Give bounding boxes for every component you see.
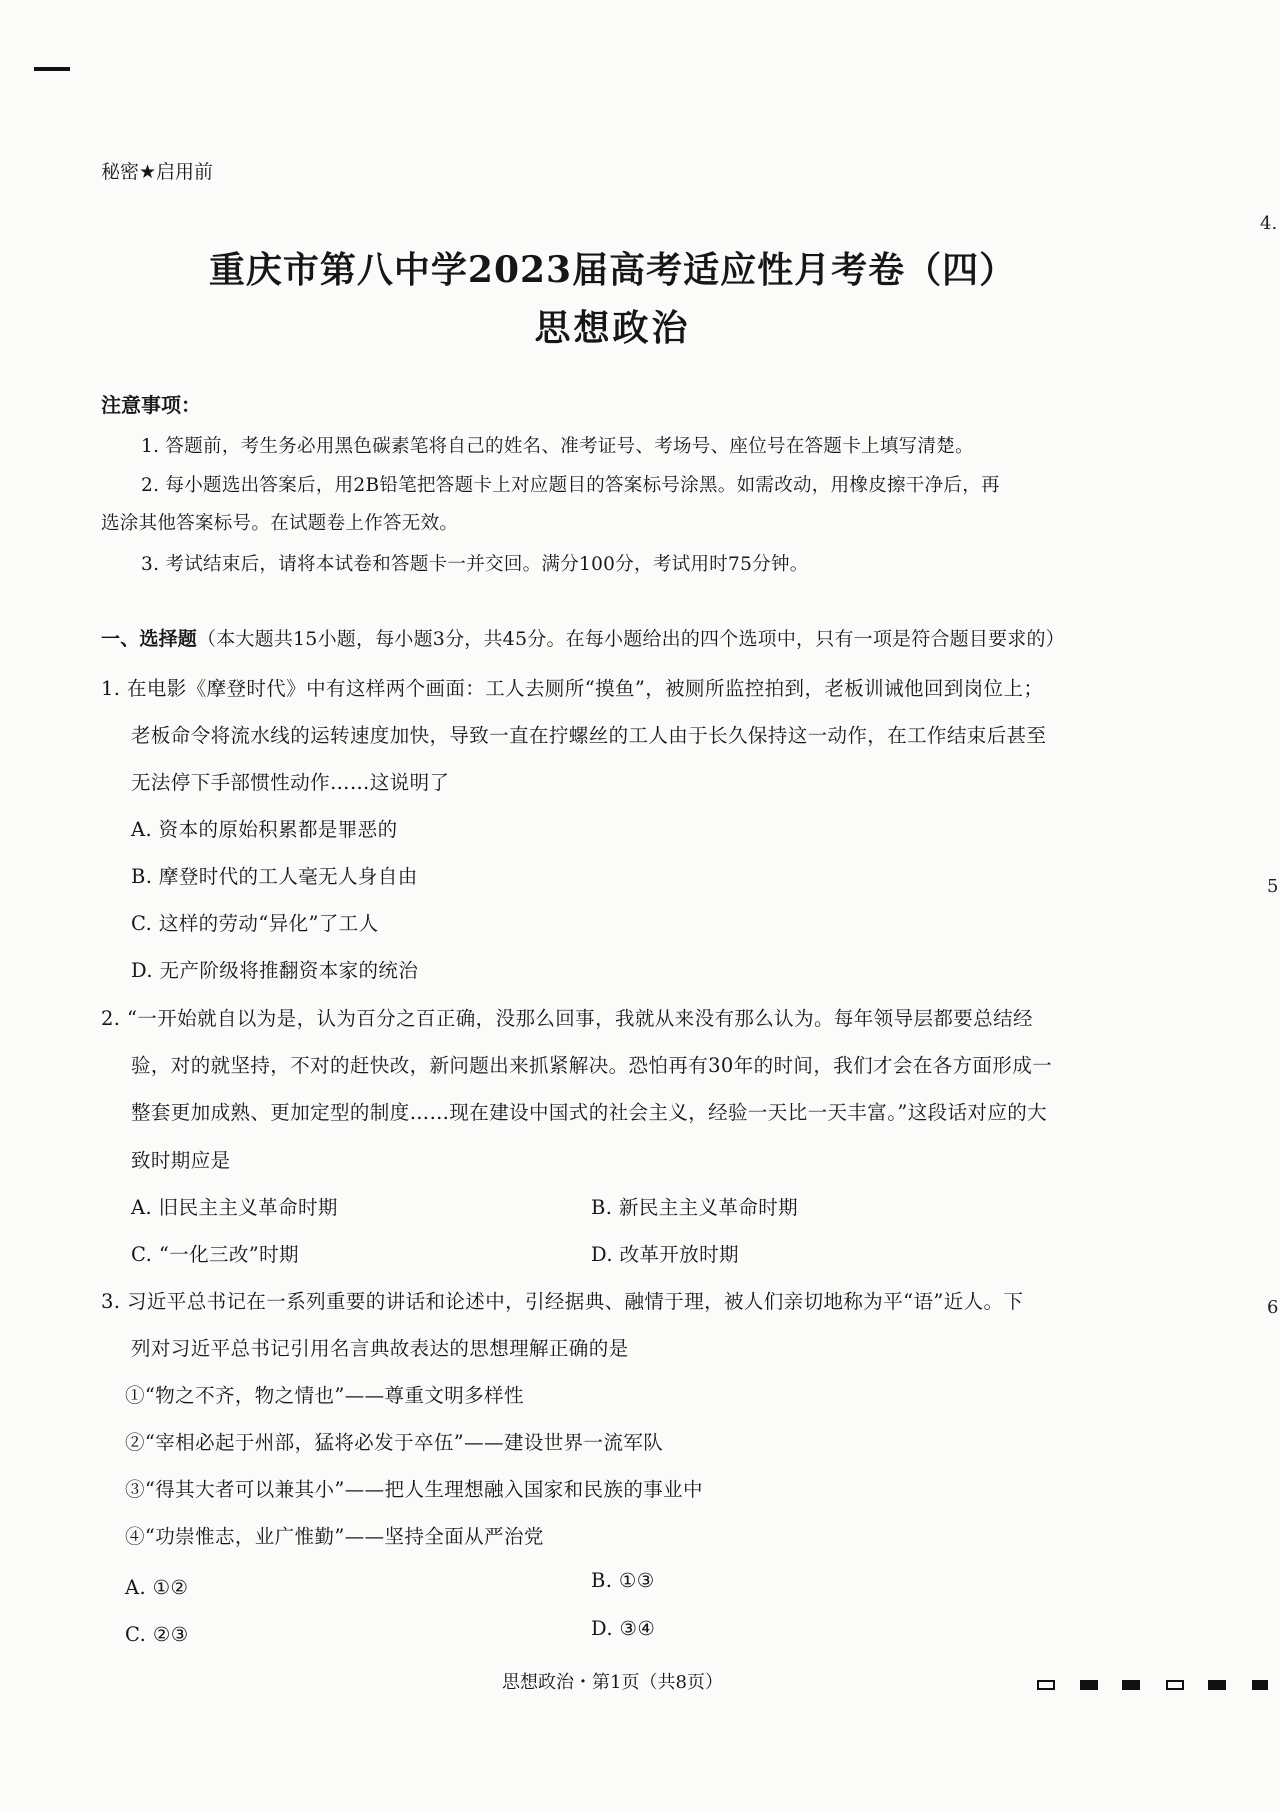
question-1-option-b: B. 摩登时代的工人毫无人身自由 <box>131 865 418 888</box>
scan-mark <box>34 67 70 71</box>
notice-item: 选涂其他答案标号。在试题卷上作答无效。 <box>101 513 459 534</box>
notice-item: 3. 考试结束后，请将本试卷和答题卡一并交回。满分100分，考试用时75分钟。 <box>141 554 809 575</box>
registration-mark <box>1122 1680 1140 1690</box>
notice-heading: 注意事项： <box>101 393 201 417</box>
question-2-line: 致时期应是 <box>131 1149 231 1172</box>
question-3-option-a: A. ①② <box>125 1576 189 1599</box>
question-3-statement-3: ③“得其大者可以兼其小”——把人生理想融入国家和民族的事业中 <box>125 1478 703 1501</box>
question-2-option-c: C. “一化三改”时期 <box>131 1243 299 1266</box>
secret-label: 秘密★启用前 <box>101 161 214 183</box>
question-1-line: 老板命令将流水线的运转速度加快，导致一直在拧螺丝的工人由于长久保持这一动作，在工作结束后甚至 <box>131 724 1047 747</box>
question-1-option-a: A. 资本的原始积累都是罪恶的 <box>131 818 398 841</box>
question-2-line: 2. “一开始就自以为是，认为百分之百正确，没那么回事，我就从来没有那么认为。每年领导层都要总结经 <box>101 1007 1033 1030</box>
question-2-option-a: A. 旧民主主义革命时期 <box>131 1196 338 1219</box>
question-2-option-d: D. 改革开放时期 <box>591 1243 739 1266</box>
registration-mark <box>1080 1680 1098 1690</box>
margin-mark: 4. <box>1260 213 1278 234</box>
exam-subject: 思想政治 <box>534 307 691 349</box>
question-3-statement-1: ①“物之不齐，物之情也”——尊重文明多样性 <box>125 1384 524 1407</box>
question-3-statement-2: ②“宰相必起于州部，猛将必发于卒伍”——建设世界一流军队 <box>125 1431 664 1454</box>
question-1-option-d: D. 无产阶级将推翻资本家的统治 <box>131 959 419 982</box>
question-2-line: 整套更加成熟、更加定型的制度……现在建设中国式的社会主义，经验一天比一天丰富。”这段话对应的大 <box>131 1101 1048 1124</box>
question-1-line: 无法停下手部惯性动作……这说明了 <box>131 771 450 794</box>
question-3-line: 列对习近平总书记引用名言典故表达的思想理解正确的是 <box>131 1337 629 1360</box>
notice-item: 2. 每小题选出答案后，用2B铅笔把答题卡上对应题目的答案标号涂黑。如需改动，用橡皮擦干净后，再 <box>141 475 1000 496</box>
question-1-option-c: C. 这样的劳动“异化”了工人 <box>131 912 379 935</box>
question-3-option-c: C. ②③ <box>125 1623 189 1646</box>
question-3-line: 3. 习近平总书记在一系列重要的讲话和论述中，引经据典、融情于理，被人们亲切地称为平“语”近人。下 <box>101 1290 1024 1313</box>
margin-mark: 6 <box>1267 1297 1279 1318</box>
registration-mark <box>1252 1680 1268 1690</box>
registration-mark <box>1208 1680 1226 1690</box>
notice-item: 1. 答题前，考生务必用黑色碳素笔将自己的姓名、准考证号、考场号、座位号在答题卡上填写清楚。 <box>141 436 974 457</box>
question-3-option-d: D. ③④ <box>591 1617 656 1640</box>
question-2-option-b: B. 新民主主义革命时期 <box>591 1196 799 1219</box>
page-footer: 思想政治・第1页（共8页） <box>502 1672 723 1693</box>
question-3-statement-4: ④“功崇惟志，业广惟勤”——坚持全面从严治党 <box>125 1525 544 1548</box>
section-desc: （本大题共15小题，每小题3分，共45分。在每小题给出的四个选项中，只有一项是符合题目要求的） <box>197 628 1065 650</box>
question-3-option-b: B. ①③ <box>591 1569 655 1592</box>
question-1-line: 1. 在电影《摩登时代》中有这样两个画面：工人去厕所“摸鱼”，被厕所监控拍到，老板训诫他回到岗位上； <box>101 677 1044 700</box>
exam-title: 重庆市第八中学2023届高考适应性月考卷（四） <box>208 249 1017 291</box>
section-heading <box>101 624 1065 651</box>
registration-mark <box>1037 1680 1055 1690</box>
margin-mark: 5 <box>1267 876 1279 897</box>
registration-mark <box>1166 1680 1184 1690</box>
section-label: 一、选择题 <box>101 628 198 650</box>
question-2-line: 验，对的就坚持，不对的赶快改，新问题出来抓紧解决。恐怕再有30年的时间，我们才会在各方面形成一 <box>131 1054 1053 1077</box>
